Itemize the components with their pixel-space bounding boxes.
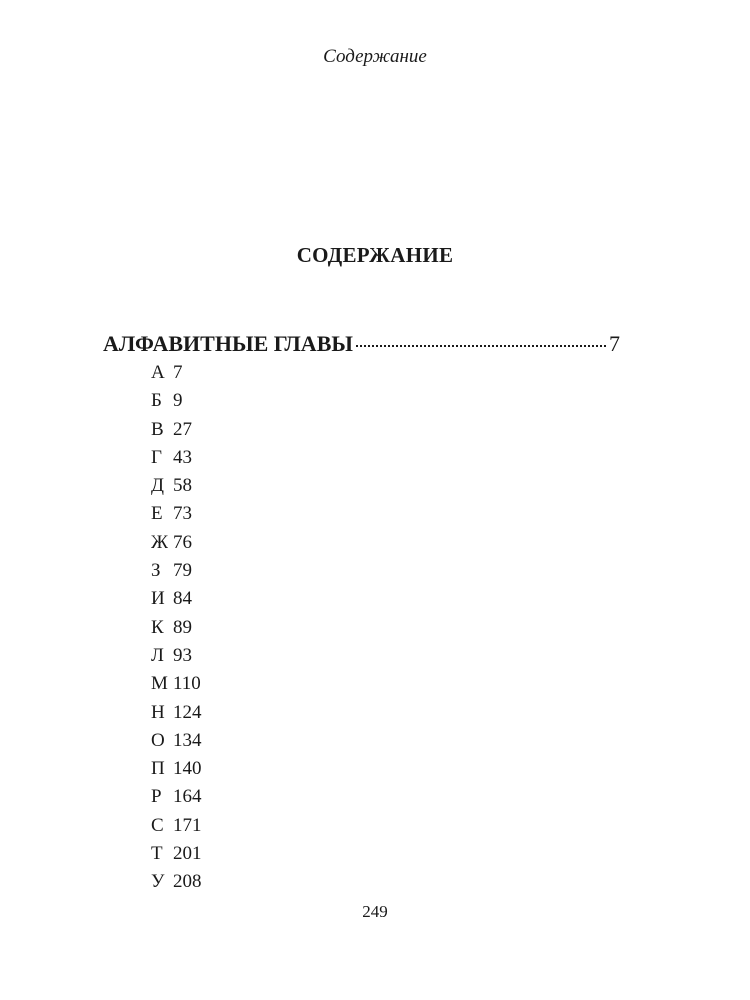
toc-entry-page: 58 bbox=[173, 475, 192, 497]
toc-entry-page: 43 bbox=[173, 446, 192, 468]
toc-entry[interactable] bbox=[151, 359, 202, 387]
toc-entry-letter: П bbox=[151, 758, 165, 780]
toc-entry[interactable] bbox=[151, 585, 202, 613]
toc-entry-page: 201 bbox=[173, 843, 202, 865]
toc-entry-letter: И bbox=[151, 588, 165, 610]
toc-entry[interactable] bbox=[151, 500, 202, 528]
toc-entry[interactable] bbox=[151, 670, 202, 698]
toc-entry[interactable] bbox=[151, 699, 202, 727]
toc-entry[interactable] bbox=[151, 472, 202, 500]
toc-entry[interactable] bbox=[151, 529, 202, 557]
toc-section-page: 7 bbox=[609, 331, 620, 356]
toc-entry-page: 76 bbox=[173, 531, 192, 553]
toc-entry-page: 164 bbox=[173, 786, 202, 808]
toc-entry-page: 93 bbox=[173, 644, 192, 666]
toc-entry-page: 84 bbox=[173, 588, 192, 610]
toc-entry[interactable] bbox=[151, 727, 202, 755]
toc-entry[interactable] bbox=[151, 840, 202, 868]
dot-leader bbox=[356, 345, 606, 347]
toc-entry-letter: Е bbox=[151, 503, 163, 525]
toc-entry-letter: Л bbox=[151, 644, 164, 666]
toc-entry[interactable] bbox=[151, 416, 202, 444]
toc-entry-letter: К bbox=[151, 616, 164, 638]
toc-entry-letter: У bbox=[151, 871, 165, 893]
toc-entry-page: 89 bbox=[173, 616, 192, 638]
toc-entry[interactable] bbox=[151, 387, 202, 415]
running-head: Содержание bbox=[323, 46, 427, 67]
toc-entry-letter: О bbox=[151, 729, 165, 751]
toc-entry[interactable] bbox=[151, 755, 202, 783]
toc-entry[interactable] bbox=[151, 557, 202, 585]
page-number: 249 bbox=[362, 902, 388, 921]
toc-entry-letter: Т bbox=[151, 843, 163, 865]
toc-entry-letter: Н bbox=[151, 701, 165, 723]
toc-entry-page: 73 bbox=[173, 503, 192, 525]
toc-entry-letter: Р bbox=[151, 786, 162, 808]
toc-entry-letter: А bbox=[151, 362, 165, 383]
toc-entry[interactable] bbox=[151, 812, 202, 840]
toc-entry[interactable] bbox=[151, 642, 202, 670]
page-title: СОДЕРЖАНИЕ bbox=[296, 243, 454, 267]
toc-entry-letter: Д bbox=[151, 475, 164, 497]
toc-entry-page: 134 bbox=[173, 729, 202, 751]
toc-section-label: АЛФАВИТНЫЕ ГЛАВЫ bbox=[103, 331, 353, 356]
toc-entry-page: 7 bbox=[173, 362, 183, 383]
toc-entry[interactable] bbox=[151, 868, 202, 896]
toc-section-entry[interactable] bbox=[103, 331, 620, 357]
toc-entry[interactable] bbox=[151, 783, 202, 811]
toc-entry-page: 124 bbox=[173, 701, 202, 723]
toc-entry-letter: М bbox=[151, 673, 168, 695]
toc-entry-letter: Г bbox=[151, 446, 162, 468]
toc-entry-letter: Б bbox=[151, 390, 162, 412]
toc-entry-page: 140 bbox=[173, 758, 202, 780]
toc-entry-page: 27 bbox=[173, 418, 192, 440]
toc-entry-letter: В bbox=[151, 418, 164, 440]
toc-entry-page: 171 bbox=[173, 814, 202, 836]
toc-entry-page: 79 bbox=[173, 560, 192, 582]
toc-entry-letter: З bbox=[151, 560, 161, 582]
toc-entry-page: 208 bbox=[173, 871, 202, 893]
toc-letter-list bbox=[151, 359, 202, 897]
toc-entry-letter: С bbox=[151, 814, 164, 836]
toc-entry[interactable] bbox=[151, 614, 202, 642]
toc-entry-page: 110 bbox=[173, 673, 201, 695]
toc-entry-page: 9 bbox=[173, 390, 183, 412]
toc-entry[interactable] bbox=[151, 444, 202, 472]
toc-entry-letter: Ж bbox=[151, 531, 169, 553]
